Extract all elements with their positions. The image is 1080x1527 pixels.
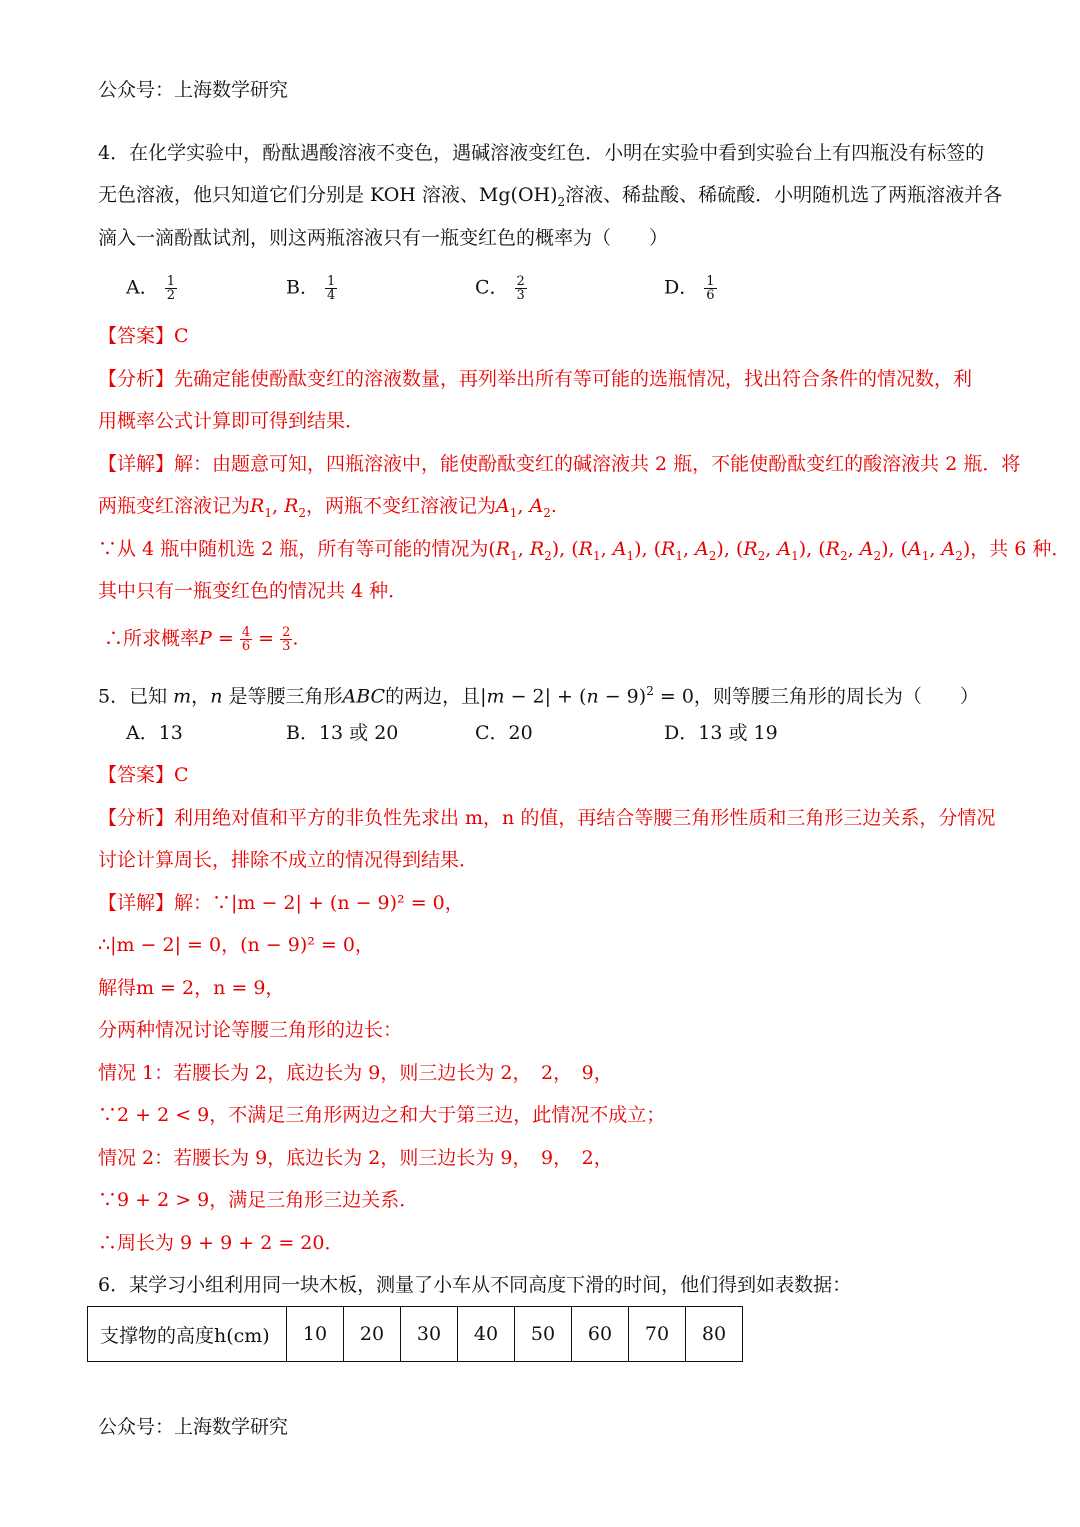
q4-detail-line2: 两瓶变红溶液记为$R_1$, $R_2$，两瓶不变红溶液记为$A_1$, $A_2$. xyxy=(98,495,557,520)
table-cell: 70 xyxy=(629,1307,686,1362)
table-cell: 60 xyxy=(572,1307,629,1362)
q4-text-line2: 无色溶液，他只知道它们分别是 KOH 溶液、$Mg(OH)_2$溶液、稀盐酸、稀硫酸．小明随机选了两瓶溶液并各 xyxy=(98,184,1003,209)
q5-analysis-line1: 【分析】利用绝对值和平方的非负性先求出 m，n 的值，再结合等腰三角形性质和三角形三边关系，分情况 xyxy=(98,807,996,829)
q5-detail-line7: 情况 2：若腰长为 9，底边长为 2，则三边长为 9， 9， 2， xyxy=(98,1147,613,1169)
table-cell: 80 xyxy=(686,1307,743,1362)
table-cell: 50 xyxy=(515,1307,572,1362)
q4-analysis-line1: 【分析】先确定能使酚酞变红的溶液数量，再列举出所有等可能的选瓶情况，找出符合条件的情况数，利 xyxy=(98,368,973,390)
q4-detail-line3: ∵从 4 瓶中随机选 2 瓶，所有等可能的情况为($R_1$, $R_2$), ($R_1$, $A_1$), ($R_1$, $A_2$), ($R_2$, $A_1$), ($R_2$, $A_2$), ($A_1$, $A_2$)，共 6 种． xyxy=(98,538,1071,563)
q4-analysis-line2: 用概率公式计算即可得到结果． xyxy=(98,410,365,432)
q5-detail-line3: 解得m = 2，n = 9， xyxy=(98,977,285,999)
height-time-table xyxy=(87,1306,743,1362)
q5-option-c: C．20 xyxy=(475,722,533,744)
page-header: 公众号：上海数学研究 xyxy=(98,79,289,101)
q6-text-line1: 6．某学习小组利用同一块木板，测量了小车从不同高度下滑的时间，他们得到如表数据： xyxy=(98,1274,852,1296)
q5-detail-line6: ∵2 + 2 < 9，不满足三角形两边之和大于第三边，此情况不成立； xyxy=(98,1104,666,1126)
q5-detail-line5: 情况 1：若腰长为 2，底边长为 9，则三边长为 2， 2， 9， xyxy=(98,1062,613,1084)
q4-option-a: A． $\frac{1}{2}$ xyxy=(126,274,176,303)
q4-option-c: C． $\frac{2}{3}$ xyxy=(475,274,525,303)
q5-answer: 【答案】C xyxy=(98,764,189,786)
table-cell: 40 xyxy=(458,1307,515,1362)
q5-option-a: A．13 xyxy=(126,722,183,744)
q5-detail-line2: ∴|m − 2| = 0，(n − 9)² = 0， xyxy=(98,934,374,956)
page-footer: 公众号：上海数学研究 xyxy=(98,1416,289,1438)
q4-text-line1: 4．在化学实验中，酚酞遇酸溶液不变色，遇碱溶液变红色．小明在实验中看到实验台上有四瓶没有标签的 xyxy=(98,142,985,164)
table-cell: 30 xyxy=(401,1307,458,1362)
q5-option-d: D．13 或 19 xyxy=(664,722,778,744)
q4-text-line3: 滴入一滴酚酞试剂，则这两瓶溶液只有一瓶变红色的概率为（ ） xyxy=(98,227,669,249)
q4-answer: 【答案】C xyxy=(98,325,189,347)
q5-option-b: B．13 或 20 xyxy=(286,722,399,744)
q5-detail-line8: ∵9 + 2 > 9，满足三角形三边关系． xyxy=(98,1189,419,1211)
q5-text-line1: 5．已知 m，n 是等腰三角形ABC的两边，且$|m - 2| + (n - 9)^2 = 0$，则等腰三角形的周长为（ ） xyxy=(98,684,979,708)
table-header-cell: 支撑物的高度h(cm) xyxy=(88,1307,287,1362)
q5-detail-line9: ∴周长为 9 + 9 + 2 = 20． xyxy=(98,1232,344,1254)
q4-detail-line1: 【详解】解：由题意可知，四瓶溶液中，能使酚酞变红的碱溶液共 2 瓶，不能使酚酞变红的酸溶液共 2 瓶．将 xyxy=(98,453,1021,475)
q4-detail-line4: 其中只有一瓶变红色的情况共 4 种． xyxy=(98,580,408,602)
table-row xyxy=(88,1307,743,1362)
q5-detail-line1: 【详解】解：∵|m − 2| + (n − 9)² = 0， xyxy=(98,892,464,914)
q5-detail-line4: 分两种情况讨论等腰三角形的边长： xyxy=(98,1019,403,1041)
q4-option-d: D． $\frac{1}{6}$ xyxy=(664,274,715,303)
q5-analysis-line2: 讨论计算周长，排除不成立的情况得到结果． xyxy=(98,849,479,871)
table-cell: 20 xyxy=(344,1307,401,1362)
q4-detail-line5: ∴所求概率P = $\frac{4}{6}$ = $\frac{2}{3}$ . xyxy=(104,625,299,654)
q4-option-b: B． $\frac{1}{4}$ xyxy=(286,274,336,303)
table-cell: 10 xyxy=(287,1307,344,1362)
